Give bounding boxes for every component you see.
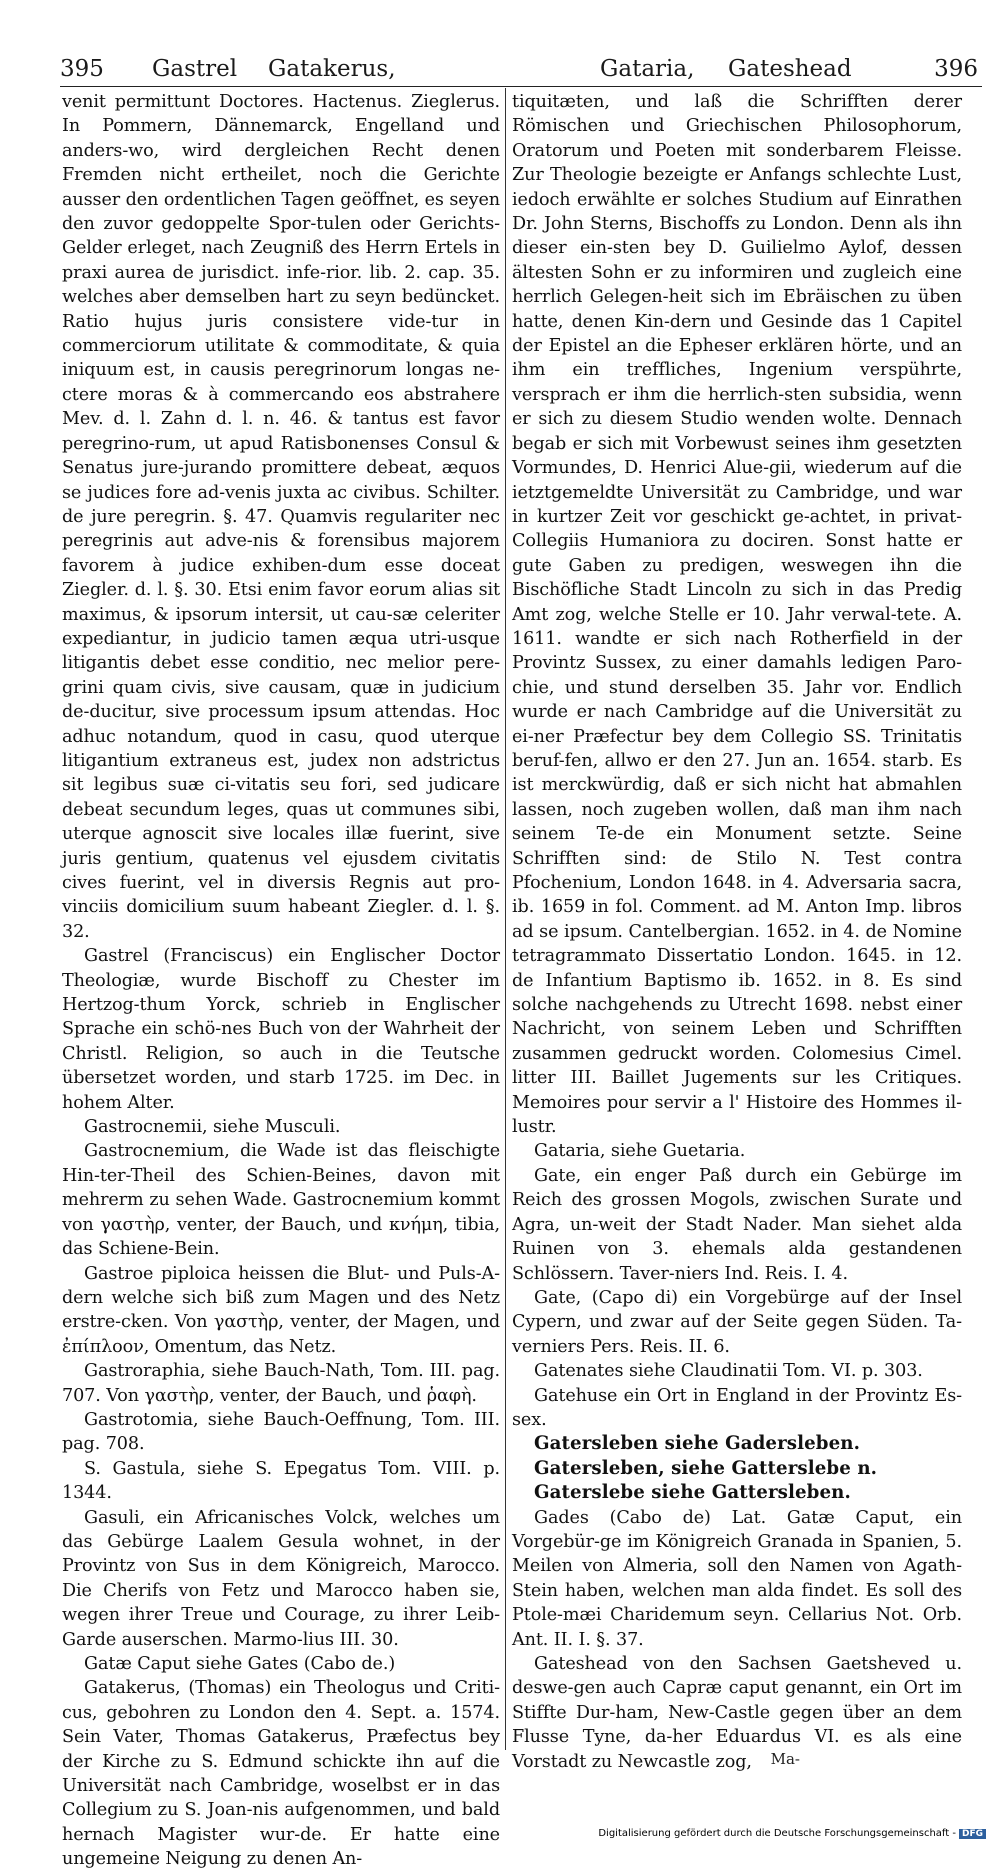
dictionary-entry: S. Gastula, siehe S. Epegatus Tom. VIII. p. 1344. [62,1458,500,1504]
right-header-word-1: Gataria, [600,56,695,82]
dictionary-entry: Gatersleben siehe Gadersleben. [534,1433,861,1455]
dictionary-entry: Gasuli, ein Africanisches Volck, welches um das Gebürge Laalem Gesula wohnet, in der Provintz von Sus in dem Königreich, Marocco. Die Cherifs von Fetz und Marocco haben sie, wegen ihrer Treue und Courage, zu ihrer Leib-Garde auserschen. Marmo-lius III. 30. [62,1507,500,1650]
dictionary-entry: Gatakerus, (Thomas) ein Theologus und Criti-cus, gebohren zu London den 4. Sept. a. 1574. Sein Vater, Thomas Gatakerus, Præfectus bey der Kirche zu S. Edmund schickte ihn auf die Universität nach Cambridge, woselbst er in das Collegium zu S. Joan-nis aufgenommen, und bald hernach Magister wur-de. Er hatte eine ungemeine Neigung zu denen An- [62,1678,500,1870]
dictionary-entry: Gastroe piploica heissen die Blut- und Puls-A-dern welche sich biß zum Magen und des Netz erstre-cken. Von γαστὴρ, venter, der Magen, und ἐπίπλοον, Omentum, das Netz. [62,1263,500,1357]
left-header-word-1: Gastrel [152,56,238,82]
dictionary-entry: Gatehuse ein Ort in England in der Provintz Es-sex. [512,1385,962,1430]
dictionary-entry: Gataria, siehe Guetaria. [534,1141,746,1162]
right-text-column [512,90,962,1772]
dfg-badge: DFG [959,1829,986,1839]
column-divider [505,88,506,1750]
dictionary-entry: Gatersleben, siehe Gatterslebe n. [534,1457,878,1479]
credit-text: Digitalisierung gefördert durch die Deutsche Forschungsgemeinschaft - [598,1828,956,1839]
catchword: Ma- [770,1750,800,1768]
digitization-credit [598,1828,986,1839]
dictionary-entry: Gatenates siehe Claudinatii Tom. VI. p. 303. [534,1361,923,1382]
left-header-word-2: Gatakerus, [268,56,396,82]
dictionary-entry: Gateshead von den Sachsen Gaetsheved u. deswe-gen auch Capræ caput genannt, ein Ort im Stiffte Dur-ham, New-Castle gegen über an dem Flusse Tyne, da-her Eduardus VI. es als eine Vorstadt zu Newcastle zog, [512,1654,962,1772]
left-text-column [62,90,500,1870]
dictionary-entry: Gastrotomia, siehe Bauch-Oeffnung, Tom. III. pag. 708. [62,1409,500,1455]
dictionary-entry: Gatæ Caput siehe Gates (Cabo de.) [84,1654,396,1674]
dictionary-entry: Gastroraphia, siehe Bauch-Nath, Tom. III. pag. 707. Von γαστὴρ, venter, der Bauch, und ῥαφὴ. [62,1361,500,1406]
dictionary-entry: Gastrel (Franciscus) ein Englischer Doctor Theologiæ, wurde Bischoff zu Chester im Hertzog-thum Yorck, schrieb in Englischer Sprache ein schö-nes Buch von der Wahrheit der Christl. Religion, so auch in die Teutsche übersetzet worden, und starb 1725. im Dec. in hohem Alter. [62,946,500,1113]
dictionary-entry: Gades (Cabo de) Lat. Gatæ Caput, ein Vorgebür-ge im Königreich Granada in Spanien, 5. Meilen von Almeria, soll den Namen von Agath-Stein haben, welchen man alda findet. Es soll des Ptole-mæi Charidemum seyn. Cellarius Not. Orb. Ant. II. I. §. 37. [512,1507,962,1650]
dictionary-entry: Gaterslebe siehe Gattersleben. [534,1482,851,1504]
left-page-number: 395 [60,56,104,82]
continued-text: tiquitæten, und laß die Schrifften derer Römischen und Griechischen Philosophorum, Oratorum und Poeten mit sonderbarem Fleisse. Zur Theologie bezeigte er Anfangs schlechte Lust, iedoch erwählte er solches Studium auf Einrathen Dr. John Sterns, Bischoffs zu London. Denn als ihn dieser ein-sten bey D. Guilielmo Aylof, dessen ältesten Sohn er zu informiren und zugleich eine herrlich Gelegen-heit sich im Ebräischen zu üben hatte, denen Kin-dern und Gesinde das 1 Capitel der Epistel an die Epheser erklären hörte, und an ihm ein treffliches, Ingenium verspührte, versprach er ihm die herrlich-sten subsidia, wenn er sich zu diesem Studio wenden wolte. Dennach begab er sich mit Vorbewust seines ihm gesetzten Vormundes, D. Henrici Alue-gii, wiederum auf die ietztgemeldte Universität zu Cambridge, und war in kurtzer Zeit vor geschickt ge-achtet, in privat-Collegiis Humaniora zu dociren. Sonst hatte er gute Gaben zu predigen, weswegen ihn die Bischöfliche Stadt Lincoln zu sich in das Predig Amt zog, welche Stelle er 10. Jahr verwal-tete. A. 1611. wandte er sich nach Rotherfield in der Provintz Sussex, zu einer damahls ledigen Paro-chie, und stund derselben 35. Jahr vor. Endlich wurde er nach Cambridge auf die Universität zu ei-ner Præfectur bey dem Collegio SS. Trinitatis beruf-fen, allwo er den 27. Jun an. 1654. starb. Es ist merckwürdig, daß er sich nicht hat abmahlen lassen, noch zugeben wollen, daß man ihm nach seinem Te-de ein Monument setzte. Seine Schrifften sind: de Stilo N. Test contra Pfochenium, London 1648. in 4. Adversaria sacra, ib. 1659 in fol. Comment. ad M. Anton Imp. libros ad se ipsum. Cantelbergian. 1652. in 4. de Nomine tetragrammato Dissertatio London. 1645. in 12. de Infantium Baptismo ib. 1652. in 8. Es sind solche nachgehends zu Utrecht 1698. nebst einer Nachricht, von seinem Leben und Schrifften zusammen gedruckt worden. Colomesius Cimel. litter III. Baillet Jugements sur les Critiques. Memoires pour servir a l' Histoire des Hommes il-lustr. [512,92,962,1138]
right-header-word-2: Gateshead [728,56,852,82]
dictionary-entry: Gate, (Capo di) ein Vorgebürge auf der Insel Cypern, und zwar auf der Seite gegen Süden. Ta-verniers Pers. Reis. II. 6. [512,1287,962,1357]
dictionary-entry: Gastrocnemii, siehe Musculi. [84,1117,341,1138]
running-header [60,48,978,88]
header-rule [60,86,982,87]
dictionary-entry: Gate, ein enger Paß durch ein Gebürge im Reich des grossen Mogols, zwischen Surate und Agra, un-weit der Stadt Nader. Man siehet alda Ruinen von 3. ehemals alda gestandenen Schlössern. Taver-niers Ind. Reis. I. 4. [512,1165,962,1284]
continued-text: venit permittunt Doctores. Hactenus. Zieglerus. In Pommern, Dännemarck, Engelland und anders-wo, wird dergleichen Recht denen Fremden nicht ertheilet, noch die Gerichte ausser den ordentlichen Tagen geöffnet, es seyen den zuvor gedoppelte Spor-tulen oder Gerichts-Gelder erleget, nach Zeugniß des Herrn Ertels in praxi aurea de jurisdict. infe-rior. lib. 2. cap. 35. welches aber demselben hart zu seyn bedüncket. Ratio hujus juris consistere vide-tur in commerciorum utilitate & commoditate, & quia iniquum est, in causis peregrinorum longas ne-ctere moras & à commercando eos abstrahere Mev. d. l. Zahn d. l. n. 46. & tantus est favor peregrino-rum, ut apud Ratisbonenses Consul & Senatus jure-jurando promittere debeat, æquos se judices fore ad-venis juxta ac civibus. Schilter. de jure peregrin. §. 47. Quamvis regulariter nec peregrinis aut adve-nis & forensibus majorem favorem à judice exhiben-dum esse doceat Ziegler. d. l. §. 30. Etsi enim favor eorum alias sit maximus, & ipsorum intersit, ut cau-sæ celeriter expediantur, in judicio tamen æqua utri-usque litigantis debet esse conditio, nec melior pere-grini quam civis, sive causam, quæ in judicium de-ducitur, sive processum ipsum attendas. Hoc adhuc notandum, quod in casu, quod uterque litigantium extraneus est, judex non adstrictus sit legibus suæ ci-vitatis seu fori, sed judicare debeat secundum leges, quas ut communes sibi, uterque agnoscit sive locales illæ fuerint, sive juris gentium, quatenus vel ejusdem civitatis cives fuerint, vel in diversis Regnis aut pro-vinciis domicilium suum habeant Ziegler. d. l. §. 32. [62,92,500,942]
dictionary-entry: Gastrocnemium, die Wade ist das fleischigte Hin-ter-Theil des Schien-Beines, davon mit mehrerm zu sehen Wade. Gastrocnemium kommt von γαστὴρ, venter, der Bauch, und κνήμη, tibia, das Schiene-Bein. [62,1141,500,1260]
right-page-number: 396 [934,56,978,82]
